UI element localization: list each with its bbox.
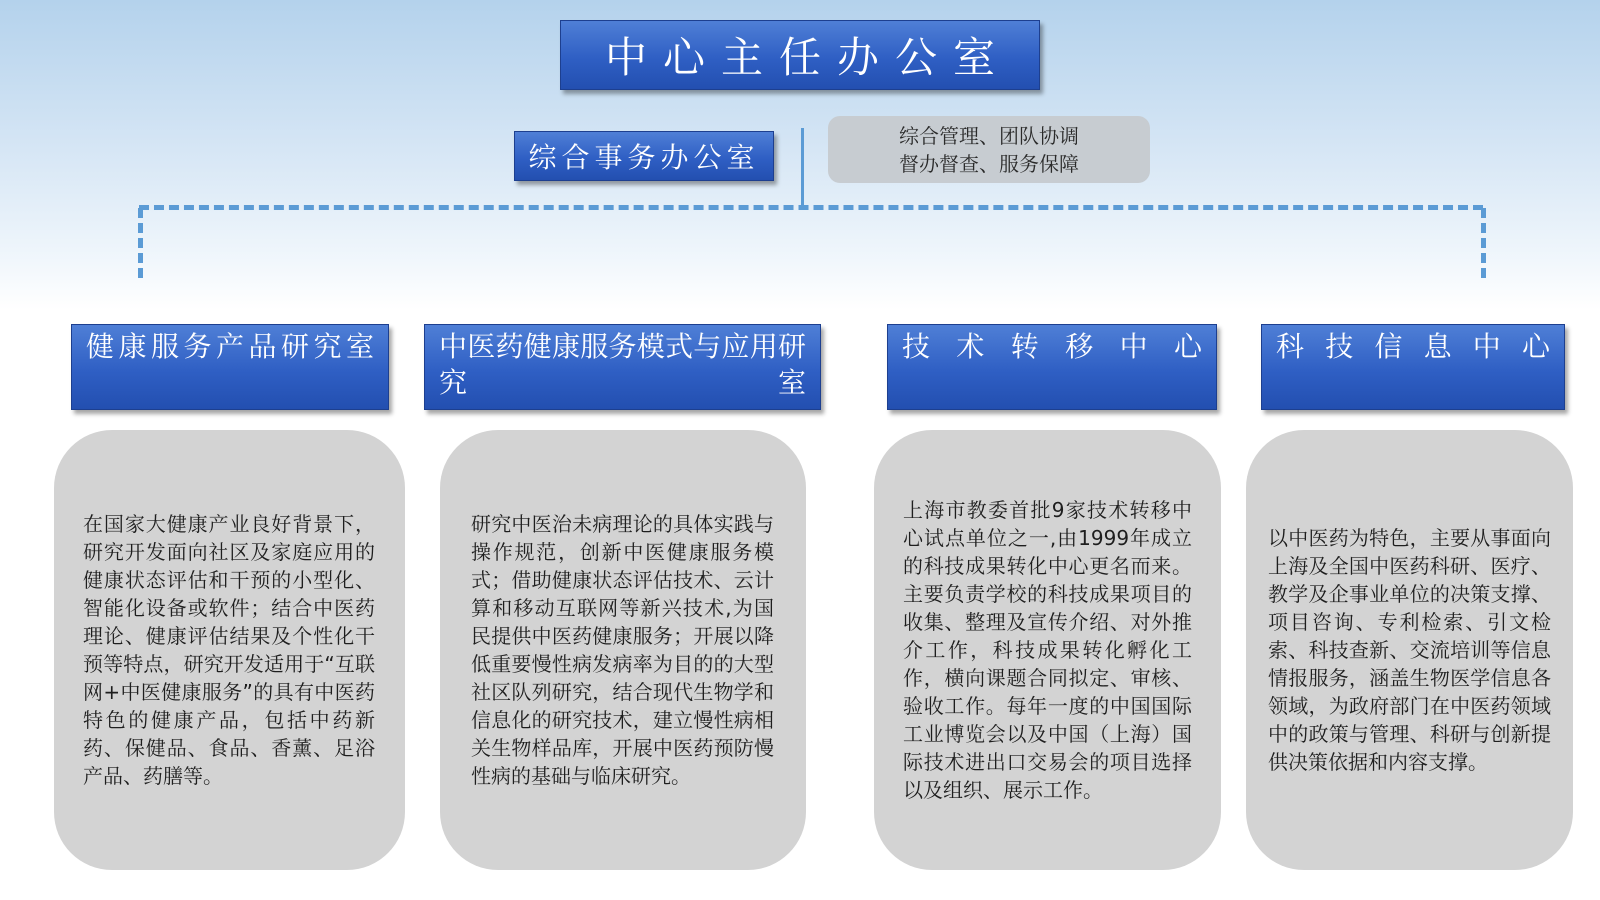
dept-label-tech-transfer: 技术转移中心	[902, 330, 1202, 363]
vertical-connector-line	[801, 128, 804, 208]
general-office-duties	[828, 116, 1150, 183]
dept-desc-tech-transfer: 上海市教委首批9家技术转移中心试点单位之一,由1999年成立的科技成果转化中心更名而来。主要负责学校的科技成果项目的收集、整理及宣传介绍、对外推介工作，科技成果转化孵化工作，横向课题合同拟定、审核、验收工作。每年一度的中国国际工业博览会以及中国（上海）国际技术进出口交易会的项目选择以及组织、展示工作。	[903, 498, 1192, 802]
dept-box-sci-info	[1261, 324, 1565, 410]
general-office-box	[514, 131, 774, 181]
dept-label-tcm-service-model: 中医药健康服务模式与应用研究室	[439, 330, 806, 399]
dept-card-sci-info	[1246, 430, 1573, 870]
duty-line-1: 综合管理、团队协调	[899, 123, 1079, 148]
dept-desc-sci-info: 以中医药为特色，主要从事面向上海及全国中医药科研、医疗、教学及企事业单位的决策支撑、项目咨询、专利检索、引文检索、科技查新、交流培训等信息情报服务，涵盖生物医学信息各领域，为政府部门在中医药领域中的政策与管理、科研与创新提供决策依据和内容支撑。	[1268, 526, 1551, 774]
dept-card-tcm-service-model	[440, 430, 806, 870]
director-office-box	[560, 20, 1040, 90]
dashed-horizontal-connector	[139, 205, 1483, 210]
dept-desc-tcm-service-model: 研究中医治未病理论的具体实践与操作规范，创新中医健康服务模式；借助健康状态评估技术、云计算和移动互联网等新兴技术,为国民提供中医药健康服务；开展以降低重要慢性病发病率为目的的大型社区队列研究，结合现代生物学和信息化的研究技术，建立慢性病相关生物样品库，开展中医药预防慢性病的基础与临床研究。	[471, 512, 774, 788]
director-office-label: 中心主任办公室	[604, 33, 1011, 82]
general-office-label: 综合事务办公室	[528, 141, 760, 174]
dept-label-sci-info: 科技信息中心	[1276, 330, 1550, 363]
dashed-left-drop	[138, 208, 143, 278]
duty-line-2: 督办督查、服务保障	[899, 151, 1079, 176]
dashed-right-drop	[1481, 208, 1486, 278]
dept-label-health-products: 健康服务产品研究室	[86, 330, 374, 363]
dept-box-tcm-service-model	[424, 324, 821, 410]
dept-card-tech-transfer	[874, 430, 1221, 870]
dept-desc-health-products: 在国家大健康产业良好背景下，研究开发面向社区及家庭应用的健康状态评估和干预的小型化、智能化设备或软件；结合中医药理论、健康评估结果及个性化干预等特点，研究开发适用于“互联网+中医健康服务”的具有中医药特色的健康产品，包括中药新药、保健品、食品、香薰、足浴产品、药膳等。	[83, 512, 375, 788]
dept-card-health-products	[54, 430, 405, 870]
dept-box-tech-transfer	[887, 324, 1217, 410]
dept-box-health-products	[71, 324, 389, 410]
